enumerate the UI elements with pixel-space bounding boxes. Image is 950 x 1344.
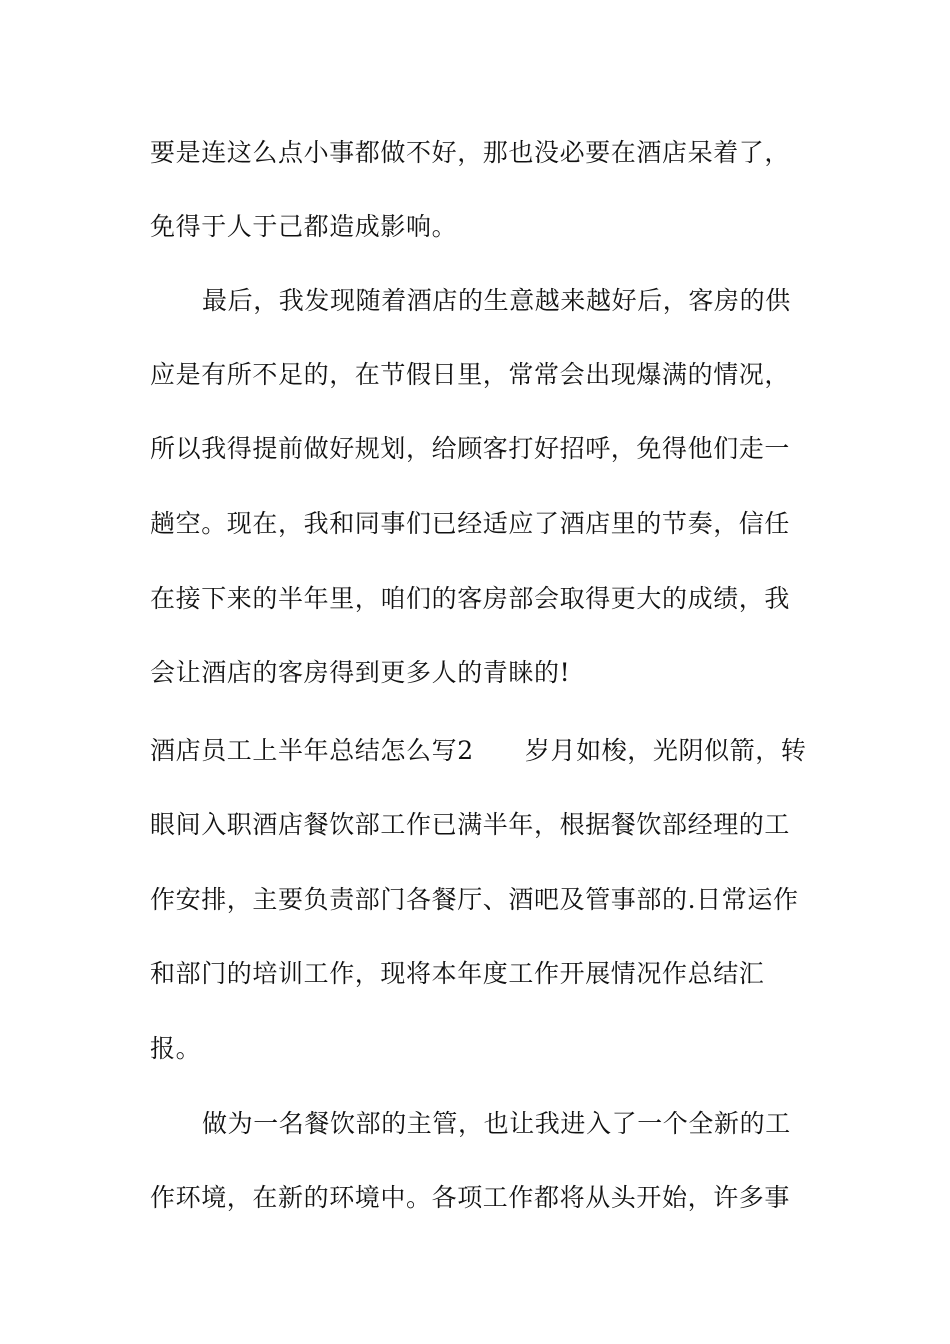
text-line: 作安排，主要负责部门各餐厅、酒吧及管事部的.日常运作	[150, 885, 799, 914]
section-heading-line: 酒店员工上半年总结怎么写2 岁月如梭，光阴似箭，转	[150, 736, 807, 765]
text-line: 和部门的培训工作，现将本年度工作开展情况作总结汇	[150, 959, 765, 988]
text-line: 会让酒店的客房得到更多人的青睐的!	[150, 658, 571, 687]
paragraph-start-line: 做为一名餐饮部的主管，也让我进入了一个全新的工	[202, 1109, 791, 1138]
text-line: 眼间入职酒店餐饮部工作已满半年，根据餐饮部经理的工	[150, 810, 791, 839]
paragraph-start-line: 最后，我发现随着酒店的生意越来越好后，客房的供	[202, 286, 791, 315]
text-line: 免得于人于己都造成影响。	[150, 212, 458, 241]
text-line: 所以我得提前做好规划，给顾客打好招呼，免得他们走一	[150, 434, 791, 463]
text-line: 要是连这么点小事都做不好，那也没必要在酒店呆着了，	[150, 138, 791, 167]
text-line: 应是有所不足的，在节假日里，常常会出现爆满的情况，	[150, 360, 791, 389]
text-line: 在接下来的半年里，咱们的客房部会取得更大的成绩，我	[150, 584, 791, 613]
text-line: 趟空。现在，我和同事们已经适应了酒店里的节奏，信任	[150, 509, 791, 538]
text-line: 报。	[150, 1034, 202, 1063]
text-line: 作环境，在新的环境中。各项工作都将从头开始，许多事	[150, 1183, 791, 1212]
